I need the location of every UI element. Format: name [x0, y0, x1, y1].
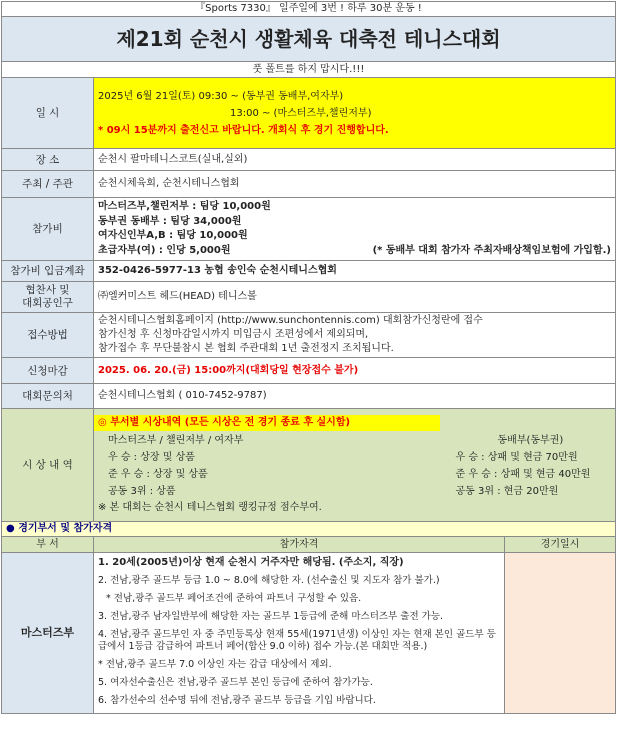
prize-note: ※ 본 대회는 순천시 테니스협회 랭킹규정 점수부여. — [98, 501, 322, 513]
notice-line: 풋 폴트를 하지 맙시다.!!! — [2, 62, 616, 78]
date-line-1: 2025년 6월 21일(토) 09:30 ~ (동부권 동배부,여자부) — [98, 90, 344, 102]
date-label: 일 시 — [2, 78, 94, 149]
fee-line-2: 동부권 동배부 : 팀당 34,000원 — [98, 215, 242, 227]
contact-label: 대회문의처 — [2, 384, 94, 409]
account-value: 352-0426-5977-13 농협 송인숙 순천시테니스협회 — [94, 261, 616, 282]
prize-left-2: 준 우 승 : 상장 및 상품 — [108, 468, 208, 480]
apply-line-2: 참가신청 후 신청마감일시까지 미입금시 조편성에서 제외되며, — [98, 329, 369, 340]
rule-1: 1. 20세(2005년)이상 현재 순천시 거주자만 해당됨. (주소지, 직장) — [98, 557, 404, 568]
division-masters: 마스터즈부 — [2, 553, 94, 714]
slogan-banner: 『Sports 7330』 일주일에 3번 ! 하루 30분 운동 ! — [2, 2, 616, 17]
prize-left-head: 마스터즈부 / 챌린저부 / 여자부 — [108, 434, 244, 446]
venue-label: 장 소 — [2, 149, 94, 171]
date-cell — [94, 78, 616, 149]
rule-6: 6. 참가선수의 선수명 뒤에 전남,광주 골드부 등급을 기입 바랍니다. — [98, 695, 376, 706]
fee-line-1: 마스터즈부,챌린저부 : 팀당 10,000원 — [98, 201, 271, 212]
sponsor-label-2: 대회공인구 — [22, 297, 73, 309]
rule-4: 4. 전남,광주 골드부인 자 중 주민등록상 현재 55세(1971년생) 이상인 자는 현재 본인 골드부 등급에서 1등급 감급하여 파트너 페어(합산 9.0 이하) 접수 가능.(본 대회만 적용.) — [98, 629, 496, 652]
prize-cell — [94, 409, 616, 522]
rule-5: 5. 여자선수출신은 전남,광주 골드부 본인 등급에 준하여 참가가능. — [98, 677, 373, 688]
rule-2-note: * 전남,광주 골드부 페어조건에 준하여 파트너 구성할 수 있음. — [106, 593, 362, 604]
col-date: 경기일시 — [505, 537, 616, 553]
info-table — [1, 1, 616, 714]
prize-left-3: 공동 3위 : 상품 — [108, 485, 176, 497]
sponsor-value: ㈜엘커미스트 헤드(HEAD) 테니스볼 — [94, 282, 616, 313]
prize-right-2: 준 우 승 : 상패 및 현금 40만원 — [455, 468, 591, 480]
host-value: 순천시체육회, 순천시테니스협회 — [94, 171, 616, 198]
prize-left-1: 우 승 : 상장 및 상품 — [108, 451, 195, 463]
contact-value: 순천시테니스협회 ( 010-7452-9787) — [94, 384, 616, 409]
date-line-2: 13:00 ~ (마스터즈부,챌린저부) — [230, 107, 372, 119]
sponsor-label — [2, 282, 94, 313]
tournament-sheet — [1, 1, 615, 714]
prize-right-head: 동배부(동부권) — [497, 434, 564, 446]
fee-label: 참가비 — [2, 198, 94, 261]
apply-label: 접수방법 — [2, 313, 94, 358]
date-notice: * 09시 15분까지 출전신고 바랍니다. 개회식 후 경기 진행합니다. — [98, 124, 389, 136]
fee-line-4-row — [98, 244, 611, 259]
date-column-cell — [505, 553, 616, 714]
prize-right-1: 우 승 : 상패 및 현금 70만원 — [455, 451, 578, 463]
account-label: 참가비 입금계좌 — [2, 261, 94, 282]
sponsor-label-1: 협찬사 및 — [25, 284, 70, 296]
venue-value: 순천시 팔마테니스코트(실내,실외) — [94, 149, 616, 171]
section-title: ● 경기부서 및 참가자격 — [2, 522, 616, 537]
fee-line-3: 여자신인부A,B : 팀당 10,000원 — [98, 230, 248, 241]
rule-2: 2. 전남,광주 골드부 등급 1.0 ~ 8.0에 해당한 자. (선수출신 및 지도자 참가 불가.) — [98, 575, 440, 586]
rule-3: 3. 전남,광주 남자일반부에 해당한 자는 골드부 1등급에 준해 마스터즈부 출전 가능. — [98, 611, 444, 622]
col-qualification: 참가자격 — [94, 537, 505, 553]
prize-right-3: 공동 3위 : 현금 20만원 — [455, 485, 559, 497]
host-label: 주최 / 주관 — [2, 171, 94, 198]
fee-line-4: 초급자부(여) : 인당 5,000원 — [98, 244, 231, 256]
prize-grid — [94, 431, 615, 500]
apply-cell — [94, 313, 616, 358]
prize-label: 시 상 내 역 — [2, 409, 94, 522]
deadline-label: 신청마감 — [2, 358, 94, 384]
page-title: 제21회 순천시 생활체육 대축전 테니스대회 — [2, 17, 616, 62]
col-division: 부 서 — [2, 537, 94, 553]
fee-note: (* 동배부 대회 참가자 주최자배상책임보험에 가입함.) — [372, 244, 611, 256]
fee-cell — [94, 198, 616, 261]
prize-title: ◎ 부서별 시상내역 (모든 시상은 전 경기 종료 후 실시함) — [94, 415, 440, 431]
apply-line-1: 순천시테니스협회홈페이지 (http://www.sunchontennis.com) 대회참가신청란에 접수 — [98, 315, 483, 326]
apply-line-3: 참가접수 후 무단불참시 본 협회 주관대회 1년 출전정지 조치됩니다. — [98, 343, 394, 354]
rule-4-note: * 전남,광주 골드부 7.0 이상인 자는 감급 대상에서 제외. — [98, 659, 332, 670]
deadline-value: 2025. 06. 20.(금) 15:00까지(대회당일 현장접수 불가) — [94, 358, 616, 384]
rules-cell — [94, 553, 505, 714]
